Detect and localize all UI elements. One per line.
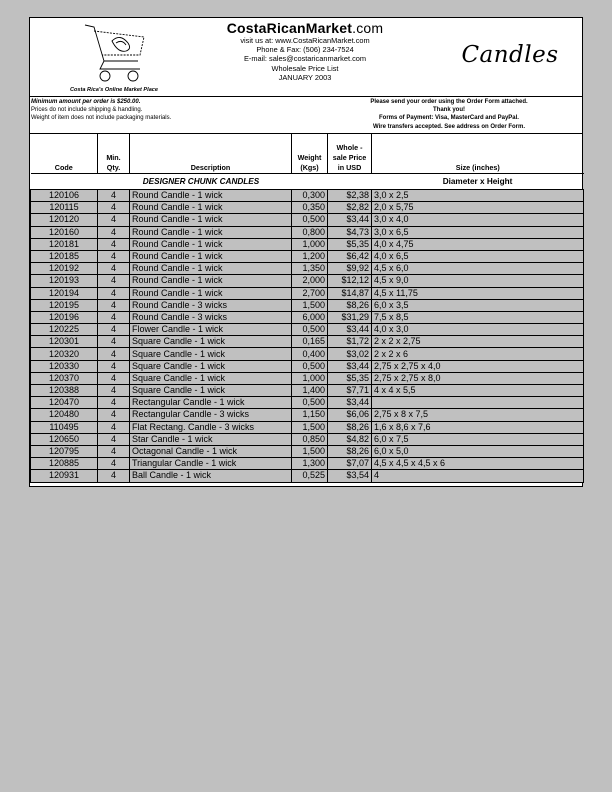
item-code: 120480: [31, 409, 98, 421]
item-description: Round Candle - 3 wicks: [130, 299, 292, 311]
table-row: [31, 458, 584, 470]
item-price: $4,82: [328, 433, 372, 445]
item-min-qty: 4: [98, 336, 130, 348]
item-description: Triangular Candle - 1 wick: [130, 458, 292, 470]
table-row: [31, 409, 584, 421]
wire-transfer-note: Wire transfers accepted. See address on Order Form.: [372, 123, 525, 130]
minimum-order-note: Minimum amount per order is $250.00.: [31, 99, 141, 105]
phone-line: Phone & Fax: (506) 234-7524: [256, 45, 354, 55]
company-name[interactable]: CostaRicanMarket.com: [226, 20, 384, 36]
item-weight: 0,500: [292, 324, 328, 336]
column-header-weight: Weight (Kgs): [292, 133, 328, 174]
item-price: $5,35: [328, 238, 372, 250]
item-code: 120106: [31, 190, 98, 202]
item-code: 110495: [31, 421, 98, 433]
item-description: Round Candle - 3 wicks: [130, 311, 292, 323]
item-min-qty: 4: [98, 238, 130, 250]
item-price: $3,44: [328, 397, 372, 409]
item-price: $3,54: [328, 470, 372, 482]
item-weight: 1,500: [292, 299, 328, 311]
item-code: 120225: [31, 324, 98, 336]
item-description: Square Candle - 1 wick: [130, 372, 292, 384]
item-description: Star Candle - 1 wick: [130, 433, 292, 445]
item-size: 2,75 x 2,75 x 8,0: [372, 372, 584, 384]
shipping-note: Prices do not include shipping & handling.: [31, 107, 143, 113]
item-weight: 1,000: [292, 238, 328, 250]
item-price: $6,42: [328, 250, 372, 262]
item-price: $7,07: [328, 458, 372, 470]
item-description: Rectangular Candle - 3 wicks: [130, 409, 292, 421]
item-weight: 0,500: [292, 214, 328, 226]
item-min-qty: 4: [98, 409, 130, 421]
price-rows: [31, 190, 584, 483]
item-price: $8,26: [328, 445, 372, 457]
table-row: [31, 324, 584, 336]
item-description: Round Candle - 1 wick: [130, 202, 292, 214]
item-code: 120181: [31, 238, 98, 250]
item-min-qty: 4: [98, 433, 130, 445]
item-price: $31,29: [328, 311, 372, 323]
item-price: $3,02: [328, 348, 372, 360]
item-price: $1,72: [328, 336, 372, 348]
table-row: [31, 421, 584, 433]
item-weight: 2,700: [292, 287, 328, 299]
item-code: 120195: [31, 299, 98, 311]
item-size: 2 x 2 x 2,75: [372, 336, 584, 348]
item-code: 120470: [31, 397, 98, 409]
item-description: Round Candle - 1 wick: [130, 287, 292, 299]
item-size: 4,5 x 6,0: [372, 263, 584, 275]
item-price: $2,38: [328, 190, 372, 202]
website-line[interactable]: visit us at: www.CostaRicanMarket.com: [240, 36, 370, 45]
item-code: 120185: [31, 250, 98, 262]
item-description: Round Candle - 1 wick: [130, 214, 292, 226]
item-size: 6,0 x 3,5: [372, 299, 584, 311]
table-row: [31, 250, 584, 262]
table-row: [31, 470, 584, 482]
column-header-price: Whole - sale Price in USD: [328, 133, 372, 174]
item-min-qty: 4: [98, 250, 130, 262]
table-row: [31, 348, 584, 360]
item-min-qty: 4: [98, 226, 130, 238]
column-header-min-qty: Min. Qty.: [98, 133, 130, 174]
item-code: 120192: [31, 263, 98, 275]
item-description: Ball Candle - 1 wick: [130, 470, 292, 482]
item-min-qty: 4: [98, 299, 130, 311]
item-weight: 0,500: [292, 397, 328, 409]
table-row: [31, 360, 584, 372]
item-size: 3,0 x 4,0: [372, 214, 584, 226]
item-price: $3,44: [328, 214, 372, 226]
item-description: Round Candle - 1 wick: [130, 190, 292, 202]
item-price: $3,44: [328, 324, 372, 336]
item-size: 4,5 x 4,5 x 4,5 x 6: [372, 458, 584, 470]
item-code: 120931: [31, 470, 98, 482]
item-price: $14,87: [328, 287, 372, 299]
item-description: Octagonal Candle - 1 wick: [130, 445, 292, 457]
table-row: [31, 397, 584, 409]
item-weight: 1,150: [292, 409, 328, 421]
item-code: 120160: [31, 226, 98, 238]
item-size: 2,0 x 5,75: [372, 202, 584, 214]
item-min-qty: 4: [98, 275, 130, 287]
item-size: 4,5 x 11,75: [372, 287, 584, 299]
table-row: [31, 238, 584, 250]
item-min-qty: 4: [98, 263, 130, 275]
price-list-sheet: [29, 17, 583, 487]
item-weight: 0,800: [292, 226, 328, 238]
item-weight: 2,000: [292, 275, 328, 287]
item-description: Flower Candle - 1 wick: [130, 324, 292, 336]
item-size: 4,0 x 4,75: [372, 238, 584, 250]
item-weight: 6,000: [292, 311, 328, 323]
item-min-qty: 4: [98, 470, 130, 482]
item-weight: 0,525: [292, 470, 328, 482]
section-title: DESIGNER CHUNK CANDLES: [142, 177, 260, 186]
item-description: Square Candle - 1 wick: [130, 385, 292, 397]
item-code: 120795: [31, 445, 98, 457]
table-header-row: [31, 133, 584, 174]
item-weight: 1,500: [292, 445, 328, 457]
item-description: Square Candle - 1 wick: [130, 336, 292, 348]
item-size: 2,75 x 8 x 7,5: [372, 409, 584, 421]
payment-forms-note: Forms of Payment: Visa, MasterCard and PayPal.: [379, 115, 519, 122]
item-size: 4,0 x 6,5: [372, 250, 584, 262]
price-list-title: Wholesale Price List: [271, 63, 339, 73]
item-min-qty: 4: [98, 311, 130, 323]
item-code: 120196: [31, 311, 98, 323]
section-header-row: [31, 174, 584, 190]
item-size: 4 x 4 x 5,5: [372, 385, 584, 397]
item-code: 120320: [31, 348, 98, 360]
item-description: Round Candle - 1 wick: [130, 238, 292, 250]
item-price: $12,12: [328, 275, 372, 287]
item-min-qty: 4: [98, 348, 130, 360]
company-info: [200, 20, 410, 82]
table-row: [31, 372, 584, 384]
item-description: Round Candle - 1 wick: [130, 250, 292, 262]
shopping-cart-icon: [82, 21, 148, 85]
item-min-qty: 4: [98, 421, 130, 433]
item-weight: 1,500: [292, 421, 328, 433]
page-title: Candles: [461, 42, 559, 68]
item-price: $3,44: [328, 360, 372, 372]
item-code: 120115: [31, 202, 98, 214]
item-price: $9,92: [328, 263, 372, 275]
item-min-qty: 4: [98, 372, 130, 384]
item-price: $8,26: [328, 421, 372, 433]
item-weight: 1,400: [292, 385, 328, 397]
item-description: Square Candle - 1 wick: [130, 348, 292, 360]
order-terms: [31, 98, 291, 122]
item-code: 120885: [31, 458, 98, 470]
item-size: 3,0 x 6,5: [372, 226, 584, 238]
order-form-note: Please send your order using the Order Form attached.: [370, 99, 528, 105]
table-row: [31, 287, 584, 299]
item-description: Round Candle - 1 wick: [130, 263, 292, 275]
item-min-qty: 4: [98, 445, 130, 457]
item-weight: 0,850: [292, 433, 328, 445]
item-description: Square Candle - 1 wick: [130, 360, 292, 372]
table-row: [31, 433, 584, 445]
column-header-size: Size (inches): [372, 133, 584, 174]
thank-you-note: Thank you!: [432, 107, 465, 114]
item-code: 120301: [31, 336, 98, 348]
email-line[interactable]: E-mail: sales@costaricanmarket.com: [243, 54, 367, 64]
item-weight: 1,300: [292, 458, 328, 470]
item-min-qty: 4: [98, 397, 130, 409]
item-description: Round Candle - 1 wick: [130, 275, 292, 287]
item-min-qty: 4: [98, 214, 130, 226]
item-price: $6,06: [328, 409, 372, 421]
item-code: 120194: [31, 287, 98, 299]
letterhead: [30, 18, 582, 97]
table-row: [31, 202, 584, 214]
item-code: 120330: [31, 360, 98, 372]
section-size-label: Diameter x Height: [442, 177, 513, 186]
item-code: 120370: [31, 372, 98, 384]
item-min-qty: 4: [98, 202, 130, 214]
item-min-qty: 4: [98, 190, 130, 202]
table-row: [31, 445, 584, 457]
item-min-qty: 4: [98, 360, 130, 372]
item-weight: 0,300: [292, 190, 328, 202]
table-row: [31, 226, 584, 238]
table-row: [31, 214, 584, 226]
item-size: 3,0 x 2,5: [372, 190, 584, 202]
weight-note: Weight of item does not include packaging materials.: [31, 115, 172, 121]
table-row: [31, 311, 584, 323]
item-size: 6,0 x 7,5: [372, 433, 584, 445]
item-size: 4: [372, 470, 584, 482]
item-min-qty: 4: [98, 458, 130, 470]
item-size: 2 x 2 x 6: [372, 348, 584, 360]
table-row: [31, 385, 584, 397]
item-size: 4,0 x 3,0: [372, 324, 584, 336]
payment-info: [320, 98, 578, 131]
item-code: 120120: [31, 214, 98, 226]
item-weight: 0,165: [292, 336, 328, 348]
item-weight: 1,200: [292, 250, 328, 262]
item-code: 120193: [31, 275, 98, 287]
item-weight: 0,400: [292, 348, 328, 360]
item-code: 120388: [31, 385, 98, 397]
item-size: [372, 397, 584, 409]
table-row: [31, 190, 584, 202]
item-min-qty: 4: [98, 385, 130, 397]
price-table: [30, 133, 584, 483]
table-row: [31, 299, 584, 311]
item-price: $5,35: [328, 372, 372, 384]
table-row: [31, 336, 584, 348]
item-description: Flat Rectang. Candle - 3 wicks: [130, 421, 292, 433]
item-size: 2,75 x 2,75 x 4,0: [372, 360, 584, 372]
table-row: [31, 275, 584, 287]
item-size: 1,6 x 8,6 x 7,6: [372, 421, 584, 433]
item-price: $7,71: [328, 385, 372, 397]
item-weight: 0,500: [292, 360, 328, 372]
item-min-qty: 4: [98, 287, 130, 299]
item-size: 6,0 x 5,0: [372, 445, 584, 457]
tagline: Costa Rica's Online Market Place: [69, 87, 159, 93]
column-header-description: Description: [130, 133, 292, 174]
item-min-qty: 4: [98, 324, 130, 336]
item-weight: 0,350: [292, 202, 328, 214]
column-header-code: Code: [31, 133, 98, 174]
order-notes: [30, 97, 582, 134]
price-list-date: JANUARY 2003: [278, 72, 332, 82]
item-weight: 1,000: [292, 372, 328, 384]
item-price: $4,73: [328, 226, 372, 238]
item-size: 4,5 x 9,0: [372, 275, 584, 287]
item-size: 7,5 x 8,5: [372, 311, 584, 323]
item-description: Rectangular Candle - 1 wick: [130, 397, 292, 409]
item-weight: 1,350: [292, 263, 328, 275]
item-code: 120650: [31, 433, 98, 445]
item-price: $8,26: [328, 299, 372, 311]
table-row: [31, 263, 584, 275]
item-description: Round Candle - 1 wick: [130, 226, 292, 238]
item-price: $2,82: [328, 202, 372, 214]
